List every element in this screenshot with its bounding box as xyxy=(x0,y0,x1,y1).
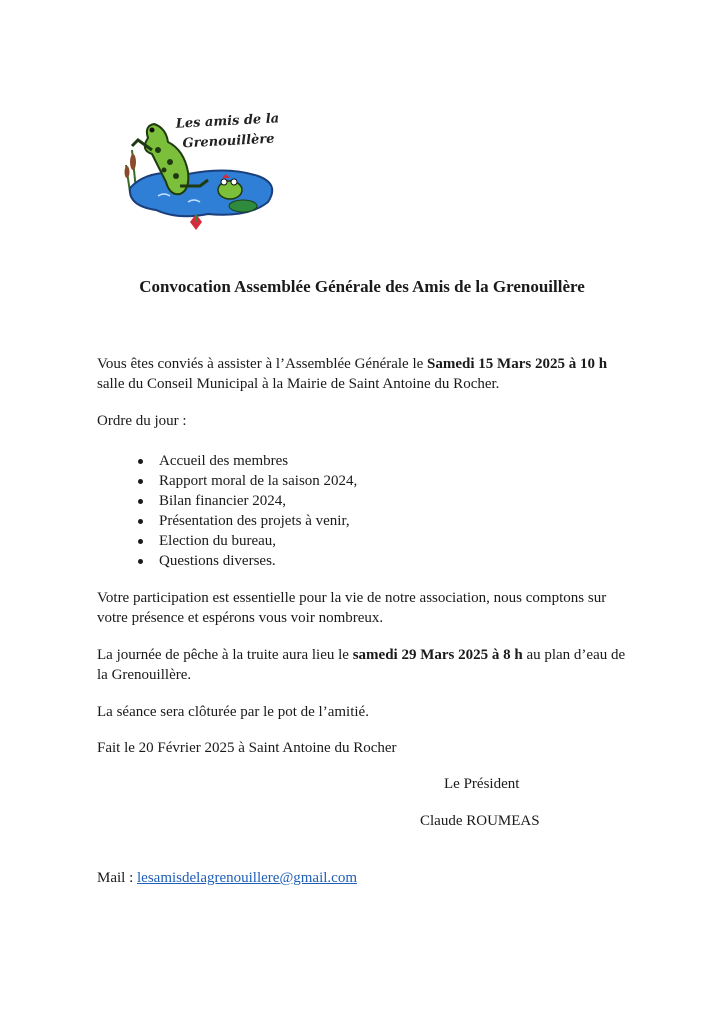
mail-line xyxy=(97,870,357,887)
agenda-item: Questions diverses. xyxy=(159,551,699,571)
mail-label: Mail : xyxy=(97,870,137,886)
assembly-date: Samedi 15 Mars 2025 à 10 h xyxy=(427,356,608,372)
agenda-item: Bilan financier 2024, xyxy=(159,491,699,511)
association-logo xyxy=(118,110,288,235)
email-link[interactable]: lesamisdelagrenouillere@gmail.com xyxy=(137,870,357,886)
logo-lettering xyxy=(167,109,289,155)
participation-paragraph: Votre participation est essentielle pour la vie de notre association, nous comptons sur votre présence et espérons vous voir nombreux. xyxy=(97,590,607,626)
agenda-item: Présentation des projets à venir, xyxy=(159,511,699,531)
invitation-text-end: salle du Conseil Municipal à la Mairie de Saint Antoine du Rocher. xyxy=(97,376,500,392)
place-date-line: Fait le 20 Février 2025 à Saint Antoine du Rocher xyxy=(97,740,397,756)
agenda-item: Rapport moral de la saison 2024, xyxy=(159,471,699,491)
signer-name: Claude ROUMEAS xyxy=(420,813,540,829)
fishing-paragraph xyxy=(97,645,637,685)
closing-paragraph: La séance sera clôturée par le pot de l’amitié. xyxy=(97,704,369,720)
logo-line-2: Grenouillère xyxy=(182,131,275,152)
fishing-text-end: au plan d’eau de la Grenouillère. xyxy=(97,647,626,683)
agenda-list xyxy=(97,451,699,571)
agenda-item: Accueil des membres xyxy=(159,451,699,471)
fishing-text-start: La journée de pêche à la truite aura lieu le xyxy=(97,647,353,663)
logo-line-1: Les amis de la xyxy=(175,111,280,132)
agenda-heading: Ordre du jour : xyxy=(97,413,187,429)
invitation-text-start: Vous êtes conviés à assister à l’Assemblée Générale le xyxy=(97,356,428,372)
fishing-date: samedi 29 Mars 2025 à 8 h xyxy=(352,647,523,663)
agenda-item: Election du bureau, xyxy=(159,531,699,551)
document-title: Convocation Assemblée Générale des Amis de la Grenouillère xyxy=(139,277,585,296)
signer-title: Le Président xyxy=(444,776,520,792)
invitation-paragraph xyxy=(97,354,637,394)
